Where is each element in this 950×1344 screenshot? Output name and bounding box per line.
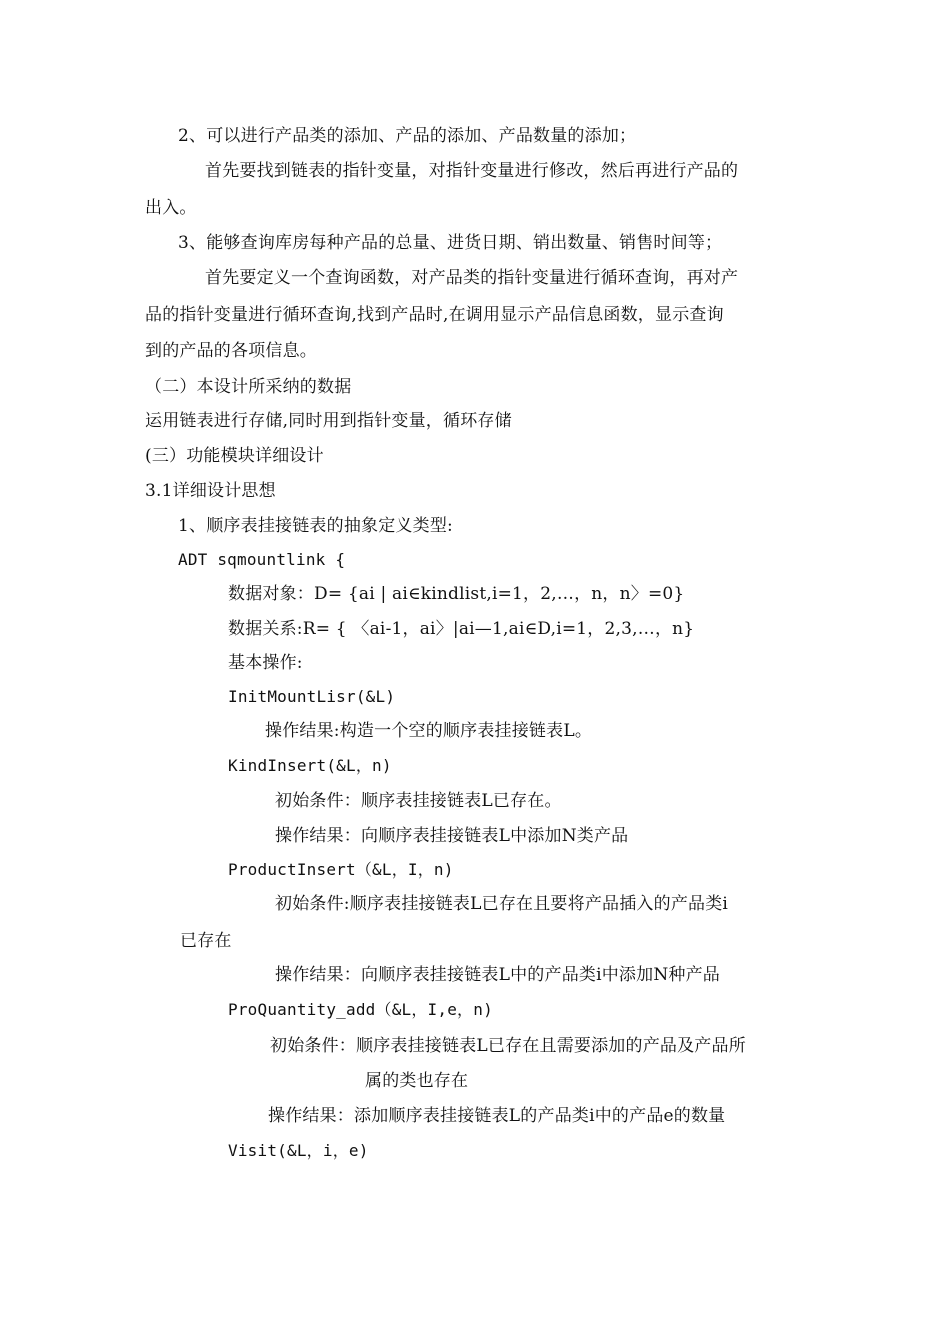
text-line: 初始条件：顺序表挂接链表L已存在且需要添加的产品及产品所 (270, 1036, 746, 1056)
text-line: 基本操作: (228, 653, 303, 673)
text-line: 首先要定义一个查询函数，对产品类的指针变量进行循环查询，再对产 (205, 268, 739, 288)
text-line: 3、能够查询库房每种产品的总量、进货日期、销出数量、销售时间等； (178, 233, 723, 253)
text-line: 数据关系:R= { 〈ai-1，ai〉|ai—1,ai∈D,i=1，2,3,…，n} (228, 619, 695, 639)
code-line: KindInsert(&L，n) (228, 756, 392, 775)
text-line: 属的类也存在 (365, 1071, 469, 1091)
text-line: 品的指针变量进行循环查询,找到产品时,在调用显示产品信息函数，显示查询 (145, 305, 724, 325)
text-line: 初始条件:顺序表挂接链表L已存在且要将产品插入的产品类i (275, 894, 729, 914)
code-line: ProQuantity_add（&L，I,e，n) (228, 1000, 493, 1019)
text-line: 2、可以进行产品类的添加、产品的添加、产品数量的添加； (178, 126, 637, 146)
text-line: 到的产品的各项信息。 (145, 341, 317, 361)
text-line: 已存在 (180, 931, 232, 951)
subsection-heading: 3.1详细设计思想 (145, 481, 276, 501)
text-line: 操作结果:构造一个空的顺序表挂接链表L。 (265, 721, 593, 741)
code-line: Visit(&L，i，e) (228, 1141, 369, 1160)
text-line: 数据对象：D= {ai | ai∈kindlist,i=1，2,…，n，n〉=0} (228, 584, 685, 604)
text-line: 1、顺序表挂接链表的抽象定义类型: (178, 516, 453, 536)
text-line: 操作结果：向顺序表挂接链表L中添加N类产品 (275, 826, 629, 846)
text-line: 首先要找到链表的指针变量，对指针变量进行修改，然后再进行产品的 (205, 161, 739, 181)
text-line: 运用链表进行存储,同时用到指针变量，循环存储 (145, 411, 512, 431)
text-line: 操作结果：向顺序表挂接链表L中的产品类i中添加N种产品 (275, 965, 720, 985)
section-heading: （二）本设计所采纳的数据 (145, 377, 352, 397)
text-line: 出入。 (145, 198, 197, 218)
text-line: 操作结果：添加顺序表挂接链表L的产品类i中的产品e的数量 (268, 1106, 726, 1126)
code-line: ADT sqmountlink { (178, 550, 346, 569)
section-heading: (三）功能模块详细设计 (145, 446, 324, 466)
text-line: 初始条件：顺序表挂接链表L已存在。 (275, 791, 562, 811)
code-line: ProductInsert（&L，I，n) (228, 860, 454, 879)
code-line: InitMountLisr(&L) (228, 687, 396, 706)
